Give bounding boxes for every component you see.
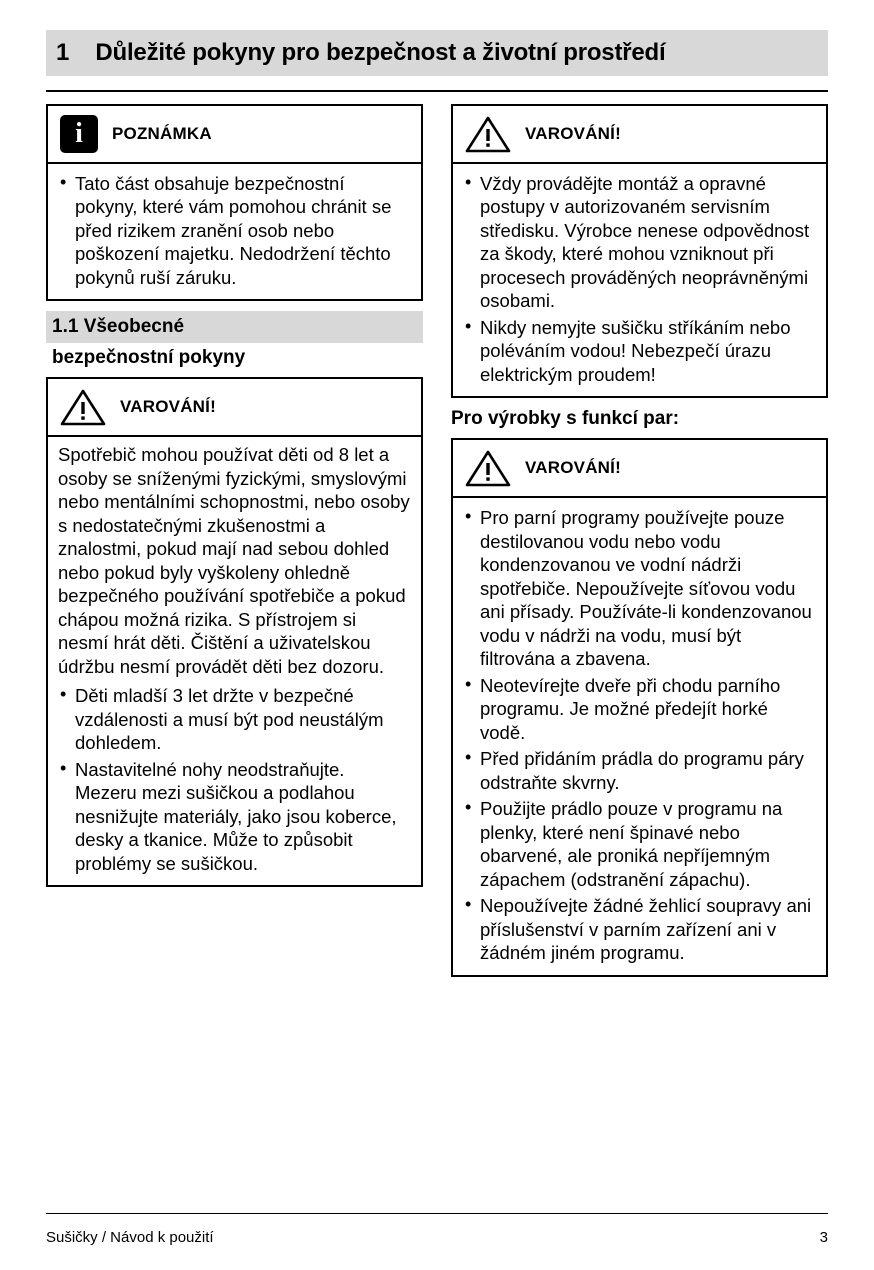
warning-steam-list [463, 506, 816, 964]
warning-box-general-header [48, 379, 421, 437]
warning-triangle-icon [465, 449, 511, 487]
two-column-body [46, 104, 828, 987]
warning-box-general [46, 377, 423, 887]
info-icon: i [60, 115, 98, 153]
right-column [451, 104, 828, 987]
warning-general-paragraph: Spotřebič mohou používat děti od 8 let a osoby se sníženými fyzickými, smyslovými nebo mentálními schopnostmi, nebo osoby s nedostatečnými zkušenostmi a znalostmi, pokud mají nad sebou dohled nebo pokud byly vyškoleny ohledně bezpečného používání spotřebiče a pokud chápou možná rizika. S přístrojem si nesmí hrát děti. Čištění a uživatelskou údržbu nesmí provádět děti bez dozoru. [58, 444, 410, 677]
list-item: • Děti mladší 3 let držte v bezpečné vzdálenosti a musí být pod neustálým dohledem. [58, 684, 411, 754]
note-box-label: POZNÁMKA [112, 124, 212, 143]
note-box-header [48, 106, 421, 164]
list-item: • Nepoužívejte žádné žehlicí soupravy ani příslušenství v parním zařízení ani v žádném jiném programu. [463, 894, 816, 964]
warning-box-steam-label: VAROVÁNÍ! [525, 458, 621, 478]
warning-box-service-label: VAROVÁNÍ! [525, 124, 621, 143]
warning-box-steam-header [453, 440, 826, 498]
warning-box-steam [451, 438, 828, 976]
section-heading-line2: bezpečnostní pokyny [52, 347, 246, 369]
list-item: • Nikdy nemyjte sušičku stříkáním nebo poléváním vodou! Nebezpečí úrazu elektrickým proudem! [463, 316, 816, 386]
warning-box-steam-body [453, 498, 826, 974]
chapter-number: 1 [56, 39, 70, 66]
chapter-title: Důležité pokyny pro bezpečnost a životní prostředí [95, 39, 666, 66]
list-item: • Před přidáním prádla do programu páry odstraňte skvrny. [463, 747, 816, 794]
note-box-list [58, 172, 411, 289]
warning-box-general-label: VAROVÁNÍ! [120, 397, 216, 417]
left-column [46, 104, 423, 987]
warning-triangle-icon [60, 388, 106, 426]
page-number: 3 [819, 1229, 828, 1246]
footer-left-text: Sušičky / Návod k použití [46, 1229, 214, 1246]
list-item: • Vždy provádějte montáž a opravné postupy v autorizovaném servisním středisku. Výrobce nenese odpovědnost za škody, které mohou vzniknout při procesech prováděných neoprávněnými osobami. [463, 172, 816, 313]
warning-box-service-body [453, 164, 826, 396]
warning-box-service-header [453, 106, 826, 164]
list-item: • Nastavitelné nohy neodstraňujte. Mezeru mezi sušičkou a podlahou nesnižujte materiály, jako jsou koberce, desky a tkanice. Může to způsobit problémy se sušičkou. [58, 758, 411, 875]
document-page [0, 30, 874, 1270]
footer-divider [46, 1213, 828, 1214]
page-footer [46, 1229, 828, 1246]
list-item: • Tato část obsahuje bezpečnostní pokyny, které vám pomohou chránit se před rizikem zranění osob nebo poškození majetku. Nedodržení těchto pokynů ruší záruku. [58, 172, 411, 289]
heading-divider [46, 90, 828, 92]
note-box [46, 104, 423, 301]
list-item: • Pro parní programy používejte pouze destilovanou vodu nebo vodu kondenzovanou ve vodní nádrži spotřebiče. Nepoužívejte síťovou vodu ani přísady. Používáte-li kondenzovanou vodu v nádrži na vodu, musí být filtrována a zbavena. [463, 506, 816, 670]
warning-box-general-body [48, 437, 421, 885]
list-item: • Použijte prádlo pouze v programu na plenky, které není špinavé nebo obarvené, ale proniká nepříjemným zápachem (odstranění zápachu). [463, 797, 816, 891]
chapter-heading [46, 30, 828, 76]
warning-box-service [451, 104, 828, 398]
section-heading-line1: 1.1 Všeobecné [46, 311, 423, 343]
list-item: • Neotevírejte dveře při chodu parního programu. Je možné předejít horké vodě. [463, 674, 816, 744]
steam-subheading: Pro výrobky s funkcí par: [451, 408, 680, 430]
warning-service-list [463, 172, 816, 386]
warning-general-list [58, 684, 411, 875]
note-box-body [48, 164, 421, 299]
warning-triangle-icon [465, 115, 511, 153]
